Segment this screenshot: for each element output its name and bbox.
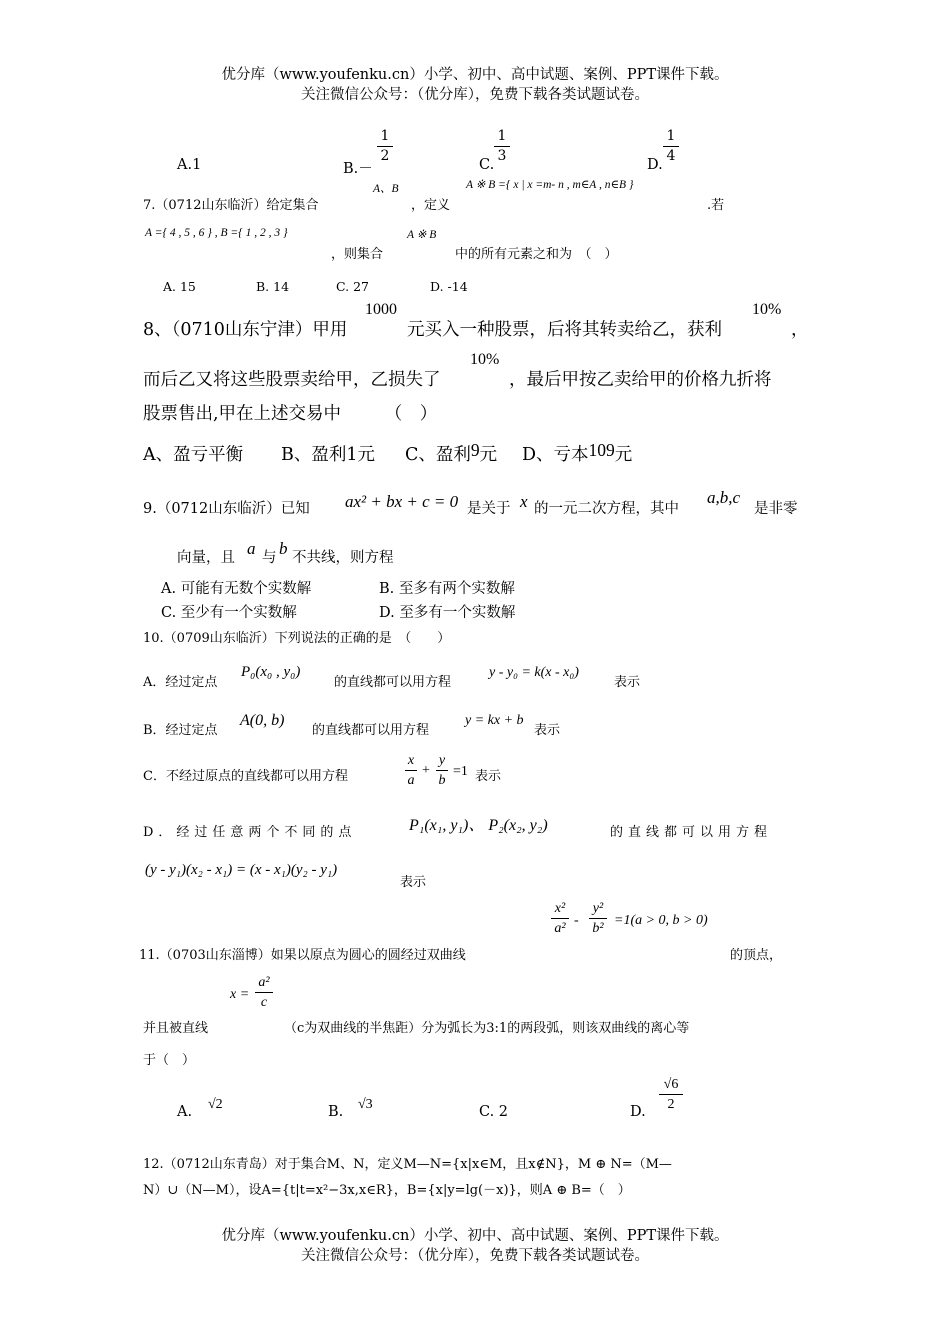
q9-text-b: 是关于 bbox=[467, 501, 511, 517]
q11-hyperbola-rest: =1(a > 0, b > 0) bbox=[614, 913, 708, 928]
q8-option-a: A、盈亏平衡 bbox=[143, 445, 244, 465]
q9-option-d: D. 至多有一个实数解 bbox=[379, 605, 516, 621]
q9-line2-c: 不共线，则方程 bbox=[292, 550, 394, 566]
q7-option-c: C. 27 bbox=[336, 279, 369, 294]
q8-line1-c: ， bbox=[791, 320, 809, 340]
header-line-1: 优分库（www.youfenku.cn）小学、初中、高中试题、案例、PPT课件下载。 bbox=[221, 67, 729, 83]
q11-option-b: B. bbox=[328, 1104, 344, 1120]
q6-option-b-fraction: 1 2 bbox=[377, 128, 393, 165]
q9-vectors: a,b,c bbox=[707, 488, 741, 507]
q10-a-text: A．经过定点 bbox=[143, 675, 218, 690]
q9-option-a: A. 可能有无数个实数解 bbox=[161, 581, 312, 597]
q10-a-end: 表示 bbox=[614, 675, 641, 690]
q11-hyperbola-minus: - bbox=[574, 913, 579, 928]
q10-c-frac-y: y b bbox=[436, 752, 448, 789]
q8-line2-a: 而后乙又将这些股票卖给甲，乙损失了 bbox=[143, 370, 441, 390]
q7-sets-label: A、B bbox=[373, 183, 399, 195]
q9-text-d: 是非零 bbox=[754, 501, 798, 517]
q8-line1-a: 8、（0710山东宁津）甲用 bbox=[143, 320, 348, 340]
footer-line-1: 优分库（www.youfenku.cn）小学、初中、高中试题、案例、PPT课件下载。 bbox=[221, 1228, 729, 1244]
q6-option-d: D. bbox=[647, 157, 663, 173]
q7-text-a: 7.（0712山东临沂）给定集合 bbox=[143, 198, 319, 213]
q10-d-equation: (y - y₁)(x₂ - x₁) = (x - x₁)(y₂ - y₁) bbox=[145, 862, 338, 878]
q8-option-b: B、盈利1元 bbox=[281, 445, 375, 465]
q11-option-d: D. bbox=[630, 1104, 646, 1120]
q8-pct2: 10% bbox=[470, 351, 500, 368]
q7-operation: A ※ B bbox=[407, 229, 437, 241]
q12-line-1: 12.（0712山东青岛）对于集合M、N，定义M—N={x|x∈M，且x∉N}，M ⊕ N=（M— bbox=[143, 1157, 672, 1172]
footer-line-2: 关注微信公众号：（优分库），免费下载各类试题试卷。 bbox=[301, 1248, 649, 1264]
q10-stem: 10.（0709山东临沂）下列说法的正确的是 （ ） bbox=[143, 631, 451, 646]
q12-line-2: N）∪（N—M），设A={t|t=x²−3x,x∈R}，B={x|y=lg(－x)}，则A ⊕ B=（ ） bbox=[143, 1183, 631, 1198]
q11-line-frac: a² c bbox=[255, 974, 273, 1011]
q10-d-end: 表示 bbox=[400, 875, 427, 890]
q7-given-sets: A ={ 4 , 5 , 6 } , B ={ 1 , 2 , 3 } bbox=[145, 227, 288, 239]
q9-vec-a: a bbox=[247, 539, 256, 558]
q7-definition: A ※ B ={ x | x =m- n , m∈A , n∈B } bbox=[466, 179, 634, 191]
q9-text-a: 9.（0712山东临沂）已知 bbox=[143, 501, 310, 517]
q6-option-b: B.－ bbox=[343, 161, 373, 177]
q8-line1-b: 元买入一种股票，后将其转卖给乙，获利 bbox=[407, 320, 722, 340]
q8-line2-b: ，最后甲按乙卖给甲的价格九折将 bbox=[509, 370, 772, 390]
q8-pct1: 10% bbox=[752, 301, 782, 318]
q11-option-b-value: √3 bbox=[358, 1097, 373, 1112]
q6-option-d-fraction: 1 4 bbox=[663, 128, 679, 165]
q10-a-point: P₀(x₀ , y₀) bbox=[241, 664, 301, 680]
q11-option-d-fraction: √6 2 bbox=[659, 1076, 683, 1113]
q9-line2-a: 向量，且 bbox=[177, 550, 235, 566]
q10-c-plus: + bbox=[422, 763, 430, 778]
q11-text-c: 并且被直线 bbox=[143, 1021, 209, 1036]
q8-option-d: D、亏本109元 bbox=[522, 440, 633, 465]
q10-c-frac-x: x a bbox=[405, 752, 417, 789]
q10-c-text: C．不经过原点的直线都可以用方程 bbox=[143, 769, 348, 784]
q11-option-a: A. bbox=[177, 1104, 193, 1120]
q8-option-c: C、盈利9元 bbox=[405, 440, 498, 465]
q7-text-d: ，则集合 bbox=[331, 247, 384, 262]
q9-equation: ax² + bx + c = 0 bbox=[345, 492, 459, 511]
q11-text-e: 于（ ） bbox=[143, 1053, 196, 1068]
q9-var-x: x bbox=[520, 492, 528, 511]
q11-hyperbola-y: y² b² bbox=[589, 900, 607, 937]
q11-text-a: 11.（0703山东淄博）如果以原点为圆心的圆经过双曲线 bbox=[139, 948, 466, 963]
q11-hyperbola-x: x² a² bbox=[551, 900, 569, 937]
q8-amount: 1000 bbox=[365, 301, 397, 318]
q10-c-end: 表示 bbox=[475, 769, 502, 784]
q7-text-c: .若 bbox=[707, 198, 725, 213]
q11-option-a-value: √2 bbox=[208, 1097, 223, 1112]
header-line-2: 关注微信公众号：（优分库），免费下载各类试题试卷。 bbox=[301, 87, 649, 103]
q10-d-text: D．经过任意两个不同的点 bbox=[143, 825, 357, 840]
q8-line3: 股票售出,甲在上述交易中 （ ） bbox=[143, 404, 438, 424]
q10-d-points: P₁(x₁, y₁)、 P₂(x₂, y₂) bbox=[409, 817, 548, 834]
q10-b-end: 表示 bbox=[534, 723, 561, 738]
q11-text-b: 的顶点， bbox=[730, 948, 783, 963]
q11-text-d: （c为双曲线的半焦距）分为弧长为3:1的两段弧，则该双曲线的离心等 bbox=[284, 1021, 690, 1036]
q10-d-mid: 的直线都可以用方程 bbox=[610, 825, 773, 840]
q9-line2-b: 与 bbox=[262, 550, 277, 566]
q10-b-equation: y = kx + b bbox=[465, 713, 524, 728]
q10-a-mid: 的直线都可以用方程 bbox=[334, 675, 452, 690]
q9-text-c: 的一元二次方程，其中 bbox=[534, 501, 679, 517]
q9-option-c: C. 至少有一个实数解 bbox=[161, 605, 297, 621]
q7-text-b: ，定义 bbox=[411, 198, 451, 213]
q9-vec-b: b bbox=[279, 539, 288, 558]
q7-option-d: D. -14 bbox=[430, 279, 468, 294]
q10-b-text: B．经过定点 bbox=[143, 723, 218, 738]
q6-option-a: A.1 bbox=[177, 157, 202, 173]
q11-line-x: x = bbox=[230, 987, 250, 1002]
q7-text-e: 中的所有元素之和为 （ ） bbox=[455, 247, 618, 262]
q10-b-mid: 的直线都可以用方程 bbox=[312, 723, 430, 738]
q10-c-equals: =1 bbox=[453, 764, 468, 779]
q6-option-c: C. bbox=[479, 157, 495, 173]
q9-option-b: B. 至多有两个实数解 bbox=[379, 581, 515, 597]
q10-a-equation: y - y₀ = k(x - x₀) bbox=[489, 665, 579, 680]
q7-option-b: B. 14 bbox=[256, 279, 290, 294]
q11-option-c: C. 2 bbox=[479, 1104, 509, 1120]
q10-b-point: A(0, b) bbox=[240, 712, 285, 729]
q6-option-c-fraction: 1 3 bbox=[494, 128, 510, 165]
q7-option-a: A. 15 bbox=[163, 279, 196, 294]
